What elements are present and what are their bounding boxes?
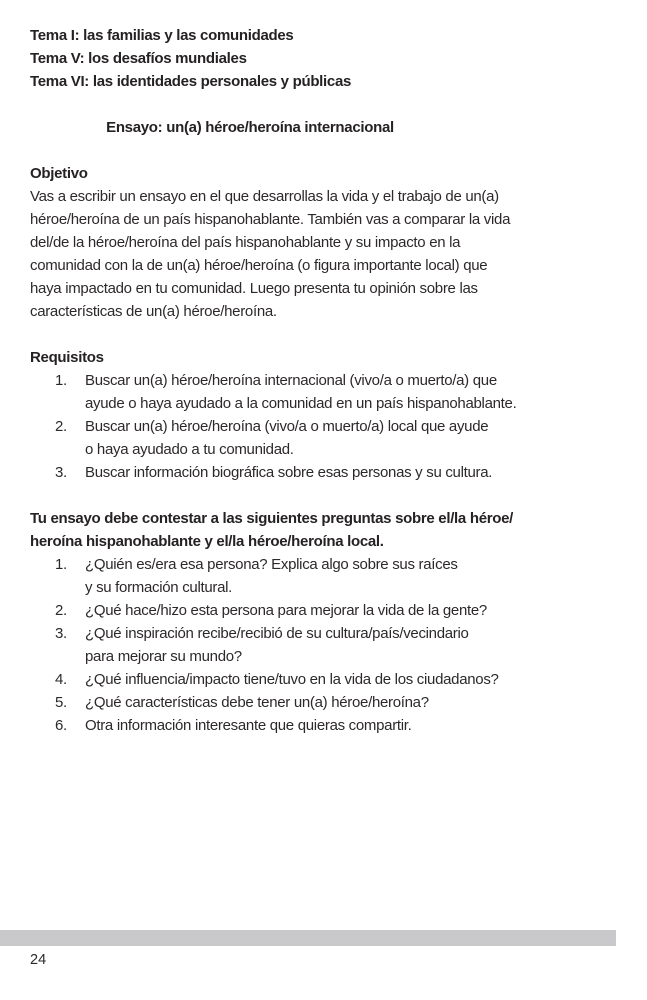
preguntas-heading-line: heroína hispanohablante y el/la héroe/heroína local. xyxy=(30,533,384,550)
list-item-text: ¿Qué características debe tener un(a) héroe/heroína? xyxy=(85,694,429,711)
list-item-number: 1. xyxy=(55,556,67,573)
objetivo-paragraph-line: del/de la héroe/heroína del país hispanohablante y su impacto en la xyxy=(30,234,461,251)
list-item xyxy=(30,691,620,714)
list-item xyxy=(30,369,620,415)
tema-line-1: Tema I: las familias y las comunidades xyxy=(30,27,294,44)
list-item-text: Buscar un(a) héroe/heroína (vivo/a o muerto/a) local que ayude o haya ayudado a tu comunidad. xyxy=(85,418,489,458)
objetivo-heading: Objetivo xyxy=(30,165,88,182)
list-item xyxy=(30,553,620,599)
preguntas-list xyxy=(30,553,620,737)
objetivo-paragraph-line: héroe/heroína de un país hispanohablante. También vas a comparar la vida xyxy=(30,211,511,228)
preguntas-heading-line: Tu ensayo debe contestar a las siguientes preguntas sobre el/la héroe/ xyxy=(30,510,514,527)
tema-line-2: Tema V: los desafíos mundiales xyxy=(30,50,247,67)
requisitos-section xyxy=(30,346,620,484)
objetivo-paragraph-line: Vas a escribir un ensayo en el que desarrollas la vida y el trabajo de un(a) xyxy=(30,188,499,205)
objetivo-paragraph-line: características de un(a) héroe/heroína. xyxy=(30,303,277,320)
objetivo-paragraph-line: haya impactado en tu comunidad. Luego presenta tu opinión sobre las xyxy=(30,280,478,297)
list-item-number: 2. xyxy=(55,602,67,619)
list-item-number: 4. xyxy=(55,671,67,688)
tema-header-block xyxy=(30,24,620,93)
list-item-text: ¿Qué influencia/impacto tiene/tuvo en la vida de los ciudadanos? xyxy=(85,671,499,688)
list-item xyxy=(30,599,620,622)
list-item xyxy=(30,461,620,484)
list-item-number: 6. xyxy=(55,717,67,734)
list-item-text: ¿Qué inspiración recibe/recibió de su cultura/país/vecindario para mejorar su mundo? xyxy=(85,625,469,665)
page-number: 24 xyxy=(30,952,47,968)
objetivo-section xyxy=(30,162,620,323)
list-item-text: Buscar información biográfica sobre esas personas y su cultura. xyxy=(85,464,493,481)
objetivo-paragraph-line: comunidad con la de un(a) héroe/heroína (o figura importante local) que xyxy=(30,257,488,274)
list-item-number: 3. xyxy=(55,625,67,642)
list-item-text: ¿Qué hace/hizo esta persona para mejorar la vida de la gente? xyxy=(85,602,487,619)
list-item-text: Otra información interesante que quieras compartir. xyxy=(85,717,412,734)
tema-line-3: Tema VI: las identidades personales y públicas xyxy=(30,73,352,90)
list-item-number: 1. xyxy=(55,372,67,389)
list-item-text: ¿Quién es/era esa persona? Explica algo sobre sus raíces y su formación cultural. xyxy=(85,556,458,596)
list-item-number: 3. xyxy=(55,464,67,481)
preguntas-section xyxy=(30,507,620,737)
document-content xyxy=(30,24,620,737)
list-item xyxy=(30,415,620,461)
list-item xyxy=(30,668,620,691)
essay-title: Ensayo: un(a) héroe/heroína internacional xyxy=(106,119,394,136)
list-item xyxy=(30,714,620,737)
list-item-number: 5. xyxy=(55,694,67,711)
footer-divider-bar xyxy=(0,930,616,946)
list-item-number: 2. xyxy=(55,418,67,435)
list-item-text: Buscar un(a) héroe/heroína internacional (vivo/a o muerto/a) que ayude o haya ayudado a la comunidad en un país hispanohablante. xyxy=(85,372,517,412)
list-item xyxy=(30,622,620,668)
requisitos-heading: Requisitos xyxy=(30,349,104,366)
requisitos-list xyxy=(30,369,620,484)
